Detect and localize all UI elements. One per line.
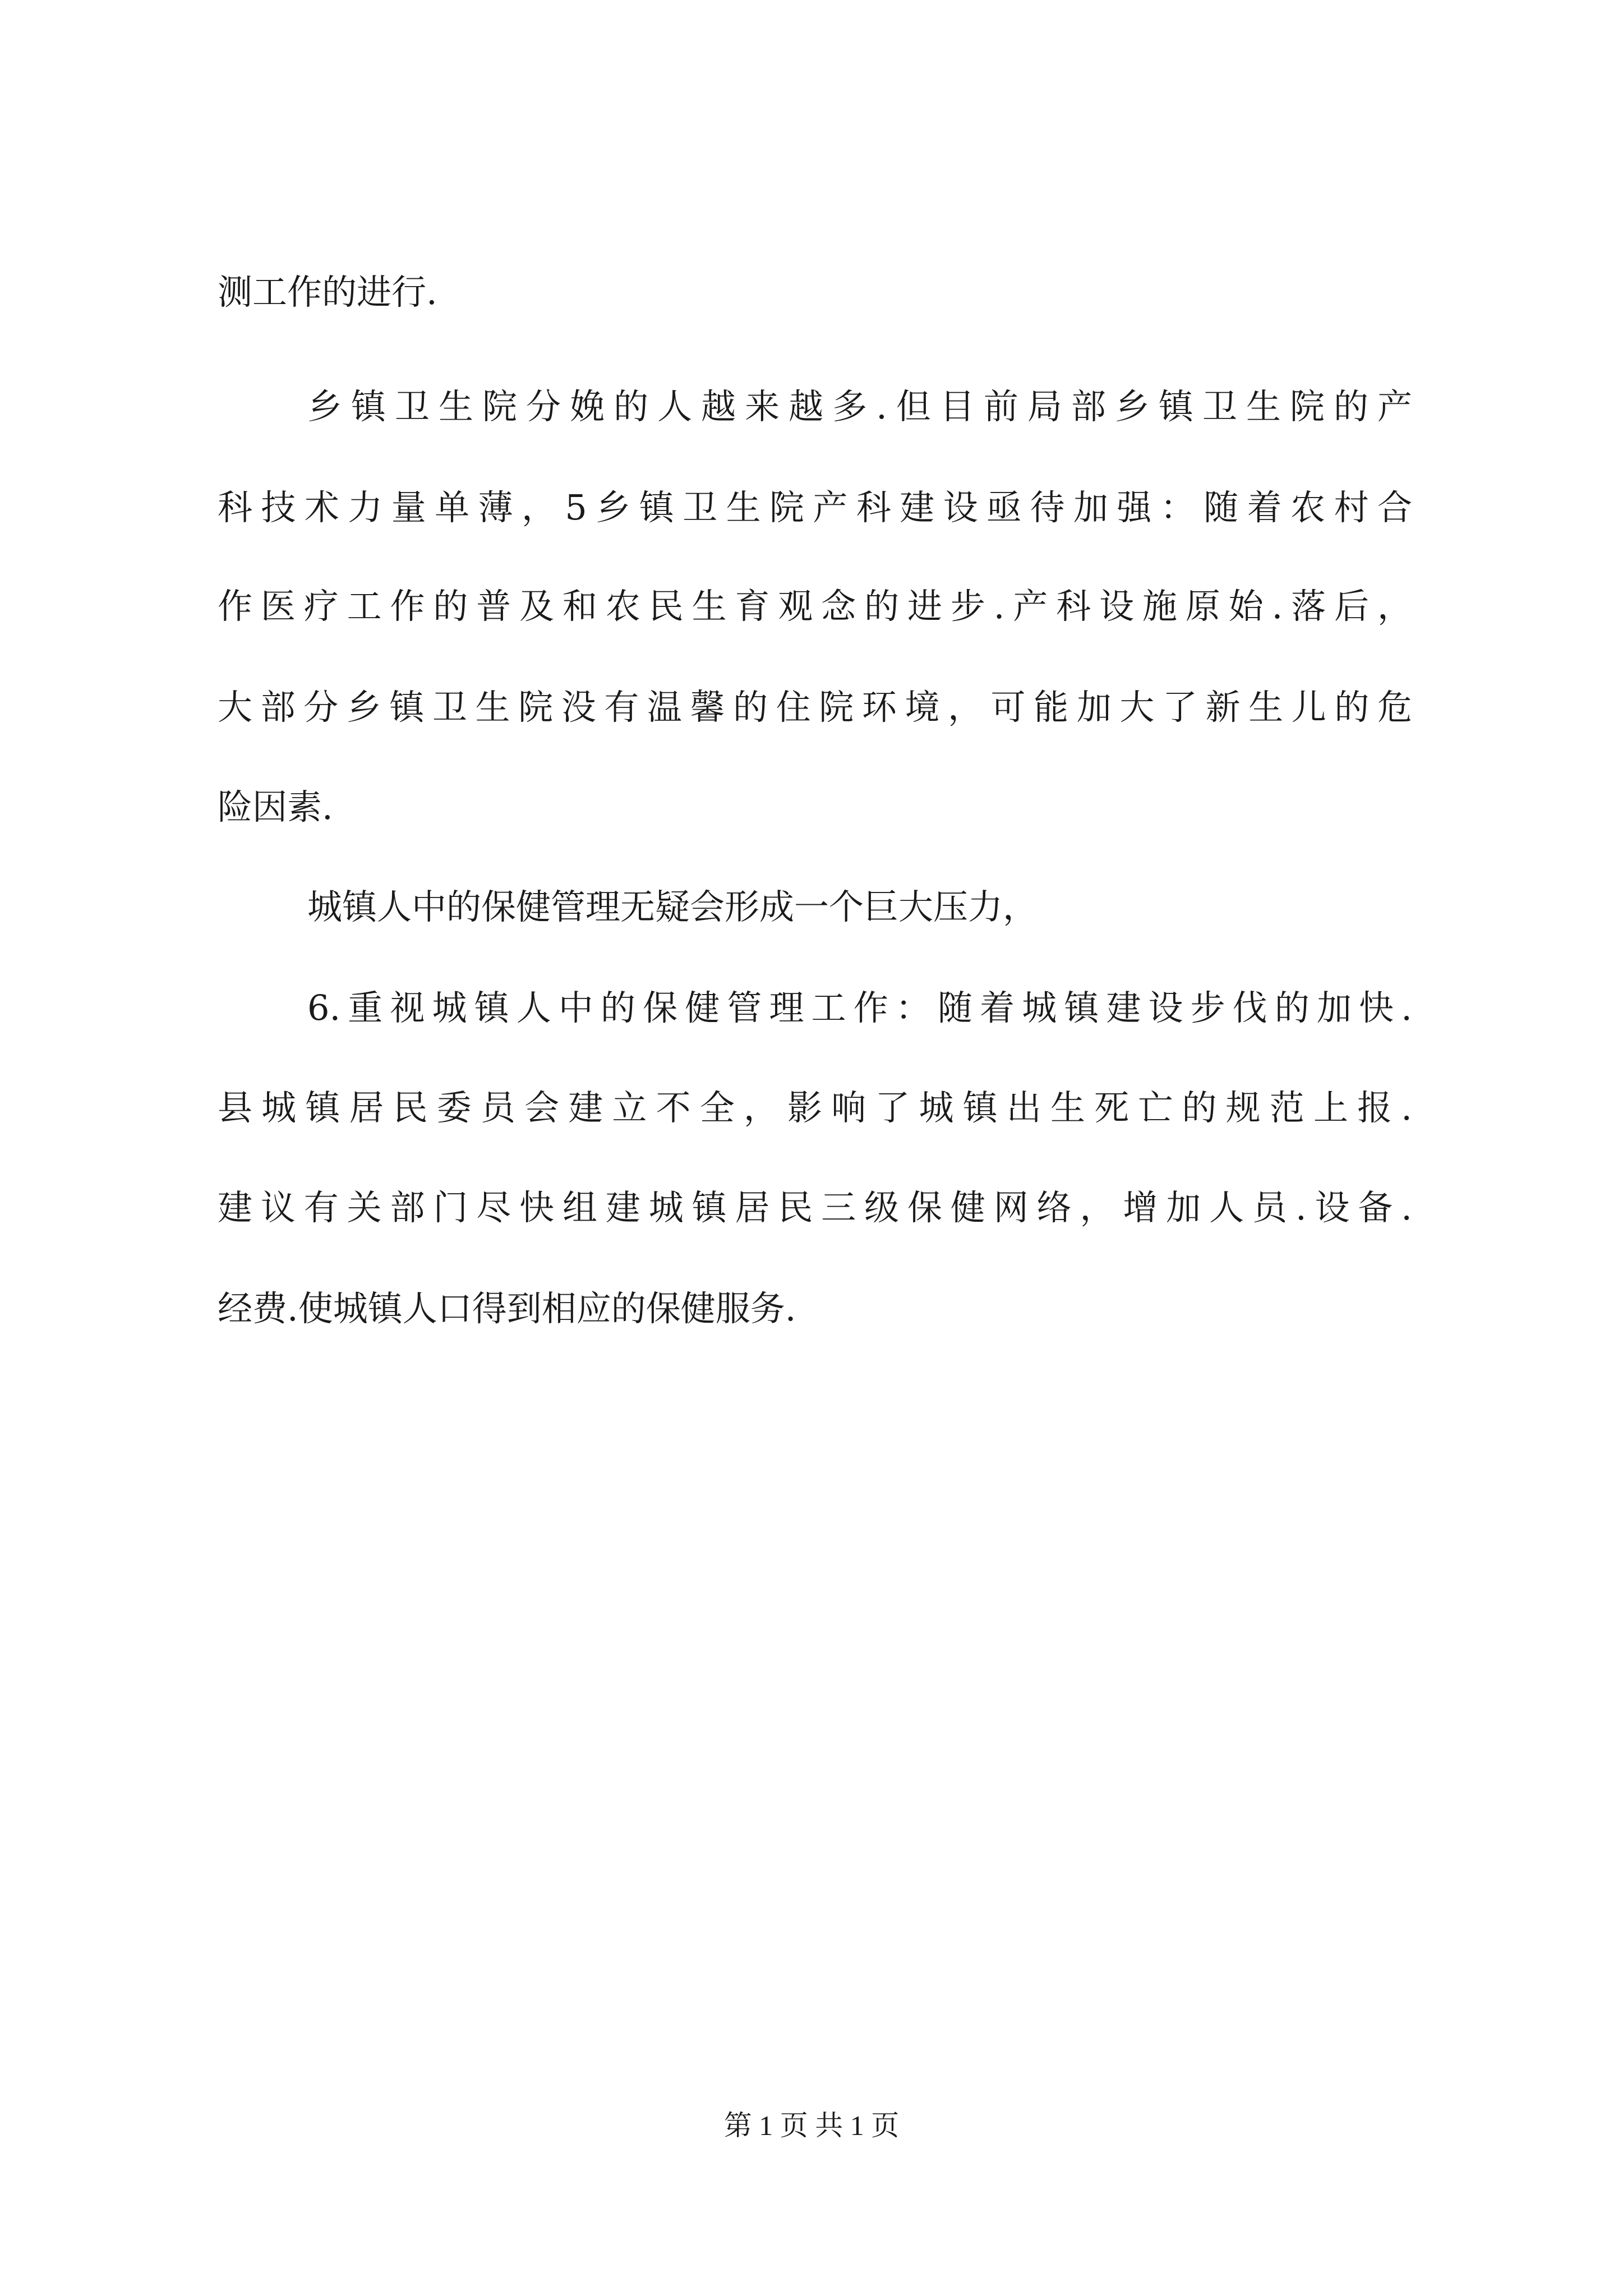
text-line: 大部分乡镇卫生院没有温馨的住院环境，可能加大了新生儿的危	[218, 687, 1412, 728]
text-line: 测工作的进行.	[218, 272, 437, 312]
text-line: 险因素.	[218, 786, 333, 827]
text-line: 6.重视城镇人中的保健管理工作：随着城镇建设步伐的加快.	[307, 987, 1412, 1028]
text-line: 作医疗工作的普及和农民生育观念的进步.产科设施原始.落后，	[218, 586, 1412, 627]
text-line: 建议有关部门尽快组建城镇居民三级保健网络，增加人员.设备.	[218, 1187, 1412, 1228]
text-line: 县城镇居民委员会建立不全，影响了城镇出生死亡的规范上报.	[218, 1087, 1412, 1128]
text-line: 经费.使城镇人口得到相应的保健服务.	[218, 1288, 796, 1329]
page-number-footer: 第 1 页 共 1 页	[723, 2110, 900, 2141]
text-line: 乡镇卫生院分娩的人越来越多.但目前局部乡镇卫生院的产	[307, 386, 1412, 427]
text-line: 科技术力量单薄，5乡镇卫生院产科建设亟待加强：随着农村合	[218, 487, 1412, 528]
text-line: 城镇人中的保健管理无疑会形成一个巨大压力，	[307, 886, 1038, 927]
